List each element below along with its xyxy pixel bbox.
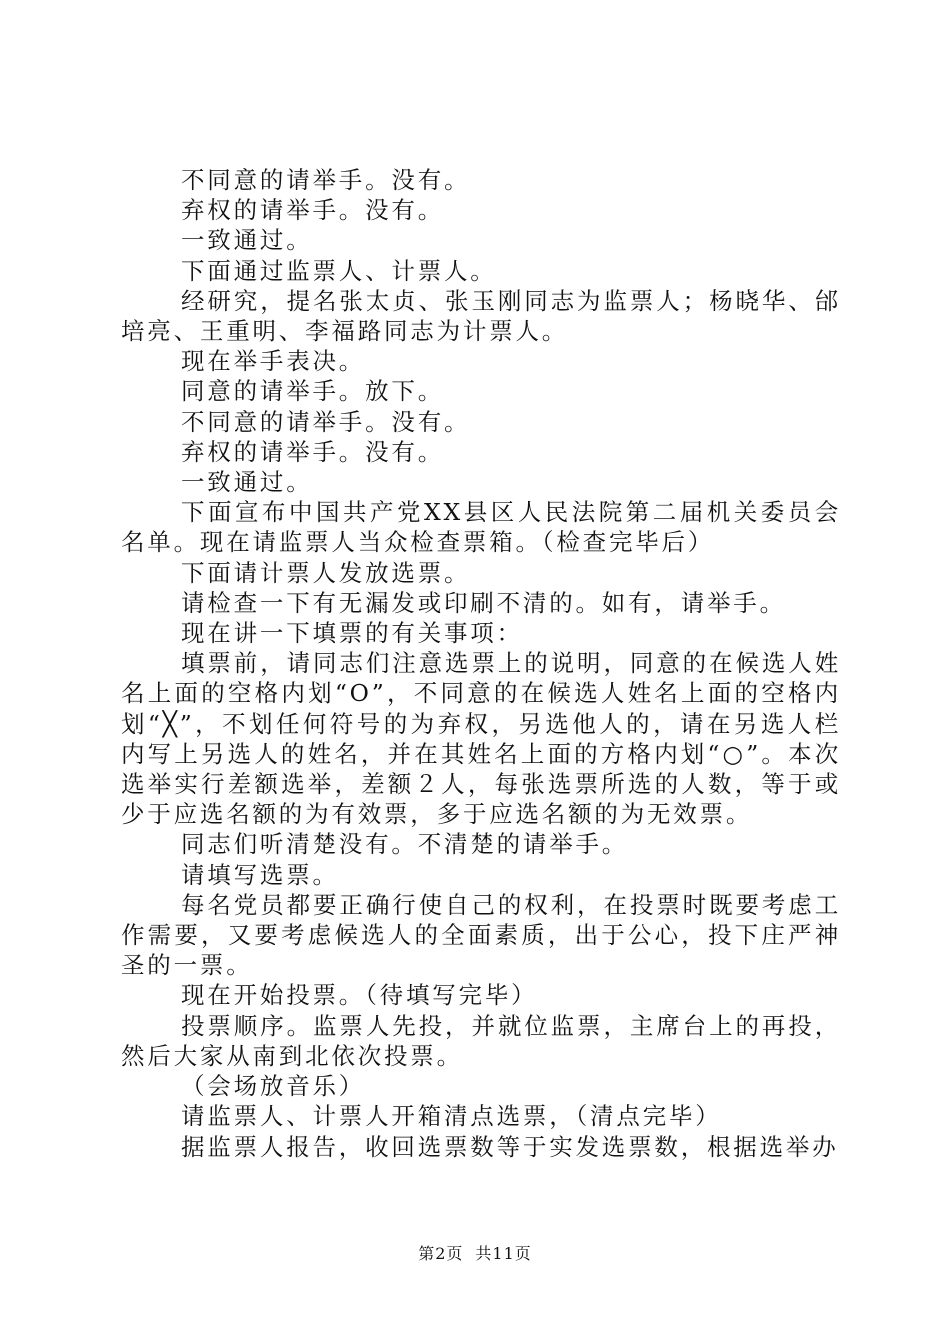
- page-number: 第2页: [418, 1244, 464, 1263]
- paragraph: （会场放音乐）: [181, 1072, 366, 1101]
- page-footer: [0, 1241, 950, 1264]
- paragraph: 经研究，提名张太贞、张玉刚同志为监票人；杨晓华、邰培亮、王重明、李福路同志为计票人。: [121, 286, 841, 346]
- paragraph: 现在开始投票。（待填写完毕）: [181, 981, 538, 1010]
- paragraph: 现在讲一下填票的有关事项：: [181, 619, 523, 648]
- paragraph: 同意的请举手。放下。: [181, 377, 444, 406]
- paragraph: 同志们听清楚没有。不清楚的请举手。: [181, 830, 629, 859]
- paragraph: 不同意的请举手。没有。: [181, 407, 471, 436]
- paragraph: 投票顺序。监票人先投，并就位监票，主席台上的再投，然后大家从南到北依次投票。: [121, 1011, 841, 1070]
- paragraph: 弃权的请举手。没有。: [181, 196, 444, 225]
- paragraph: 请检查一下有无漏发或印刷不清的。如有，请举手。: [181, 588, 786, 617]
- paragraph: 下面通过监票人、计票人。: [181, 256, 497, 285]
- paragraph: 请监票人、计票人开箱清点选票，（清点完毕）: [181, 1102, 722, 1131]
- paragraph: 弃权的请举手。没有。: [181, 437, 444, 466]
- paragraph: 填票前，请同志们注意选票上的说明，同意的在候选人姓名上面的空格内划“О”，不同意的在候选人姓名上面的空格内划“╳”，不划任何符号的为弃权，另选他人的，请在另选人栏内写上另选人的姓名，并在其姓名上面的方格内划“○”。本次选举实行差额选举，差额２人，每张选票所选的人数，等于或少于应选名额的为有效票，多于应选名额的为无效票。: [121, 649, 841, 829]
- paragraph: 不同意的请举手。没有。: [181, 166, 471, 194]
- paragraph: 下面宣布中国共产党XX县区人民法院第二届机关委员会名单。现在请监票人当众检查票箱。（检查完毕后）: [121, 498, 841, 557]
- paragraph: 现在举手表决。: [181, 347, 366, 376]
- paragraph: 一致通过。: [181, 468, 313, 497]
- page-total: 共11页: [475, 1244, 532, 1263]
- paragraph: 一致通过。: [181, 226, 313, 255]
- document-body: [121, 165, 841, 1162]
- paragraph: 下面请计票人发放选票。: [181, 558, 471, 587]
- paragraph: 请填写选票。: [181, 860, 339, 889]
- paragraph: 据监票人报告，收回选票数等于实发选票数，根据选举办: [181, 1132, 839, 1161]
- paragraph: 每名党员都要正确行使自己的权利，在投票时既要考虑工作需要，又要考虑候选人的全面素质，出于公心，投下庄严神圣的一票。: [121, 890, 841, 980]
